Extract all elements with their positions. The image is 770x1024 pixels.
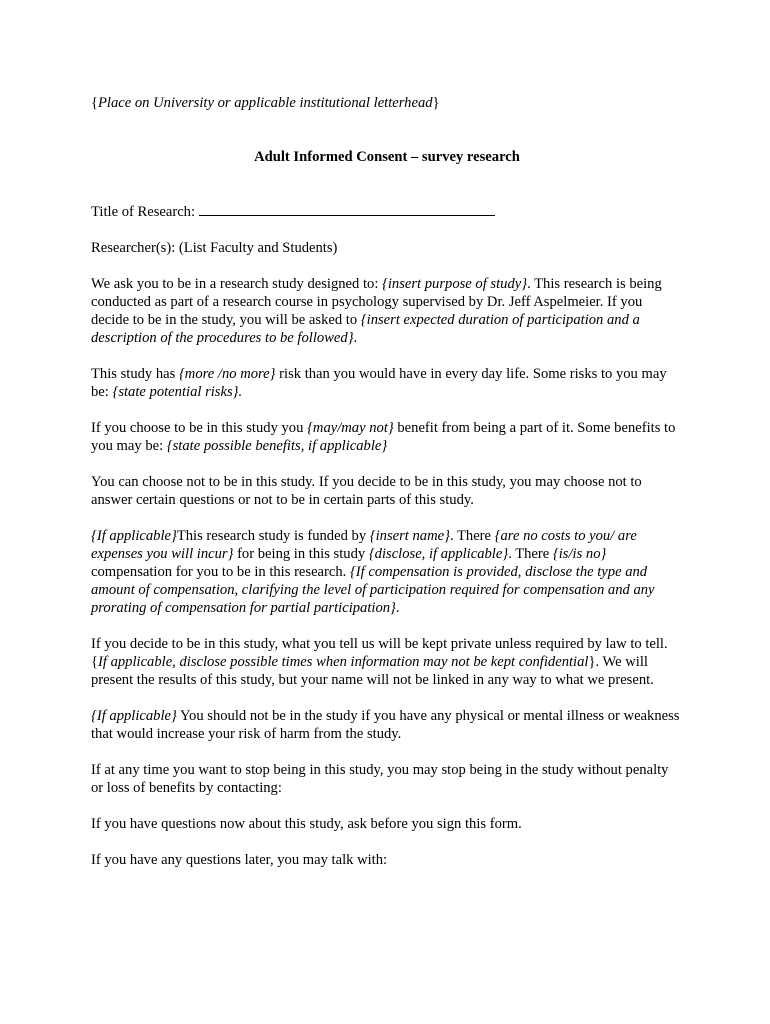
text-segment: You should not be in the study if you have any physical or mental illness or weakness that would increase your risk of harm from the study.	[91, 708, 680, 742]
placeholder-if-applicable: {If applicable}	[91, 708, 177, 724]
title-of-research-field	[91, 201, 683, 221]
text-segment: . There	[449, 528, 495, 544]
questions-later-paragraph: If you have any questions later, you may talk with:	[91, 852, 388, 868]
exclusion-paragraph	[91, 707, 683, 743]
text-segment: .	[353, 330, 358, 346]
placeholder-disclose: {disclose, if applicable}	[368, 546, 509, 562]
text-segment: This study has	[91, 366, 179, 382]
confidentiality-paragraph	[91, 635, 683, 689]
title-of-research-blank	[199, 201, 495, 216]
funding-paragraph	[91, 527, 683, 617]
letterhead-text: Place on University or applicable institutional letterhead	[98, 95, 433, 111]
benefits-paragraph	[91, 419, 683, 455]
placeholder-risk-level: {more /no more}	[178, 366, 276, 382]
placeholder-compensation-details: {If compensation is provided, disclose the type and amount of compensation, clarifying the level of participation required for compensation and any prorating of compensation for partial participation}	[91, 564, 655, 616]
risk-paragraph	[91, 365, 683, 401]
text-segment: for being in this study	[233, 546, 369, 562]
letterhead-brace-open: {	[91, 95, 99, 111]
text-segment: benefit from being a part of it. Some benefits to you may be:	[91, 420, 676, 454]
placeholder-compensation-yn: {is/is no}	[552, 546, 607, 562]
text-segment: If you decide to be in this study, what you tell us will be kept private unless required by law to tell. {	[91, 636, 668, 670]
letterhead-brace-close: }	[432, 95, 440, 111]
text-segment: . This research is being conducted as part of a research course in psychology supervised by Dr. Jeff Aspelmeier. If you decide to be in the study, you will be asked to	[91, 276, 662, 328]
placeholder-funder: {insert name}	[369, 528, 450, 544]
placeholder-purpose: {insert purpose of study}	[382, 276, 528, 292]
text-segment: This research study is funded by	[176, 528, 370, 544]
placeholder-if-applicable: {If applicable}	[91, 528, 177, 544]
text-segment: }. We will present the results of this study, but your name will not be linked in any way to what we present.	[91, 654, 654, 688]
voluntary-paragraph: You can choose not to be in this study. If you decide to be in this study, you may choose not to answer certain questions or not to be in certain parts of this study.	[91, 474, 642, 508]
text-segment: compensation for you to be in this research.	[91, 564, 350, 580]
text-segment: We ask you to be in a research study designed to:	[91, 276, 383, 292]
questions-now-paragraph: If you have questions now about this study, ask before you sign this form.	[91, 816, 522, 832]
placeholder-confidentiality: If applicable, disclose possible times when information may not be kept confidential	[98, 654, 589, 670]
placeholder-duration: {insert expected duration of participation and a description of the procedures to be followed}	[91, 312, 640, 346]
consent-document	[91, 94, 683, 887]
title-of-research-label: Title of Research:	[91, 204, 196, 220]
withdrawal-paragraph: If at any time you want to stop being in this study, you may stop being in the study without penalty or loss of benefits by contacting:	[91, 762, 669, 796]
text-segment: risk than you would have in every day life. Some risks to you may be:	[91, 366, 667, 400]
text-segment: .	[395, 600, 400, 616]
text-segment: If you choose to be in this study you	[91, 420, 308, 436]
placeholder-may-benefit: {may/may not}	[307, 420, 394, 436]
placeholder-risks: {state potential risks}.	[112, 384, 243, 400]
text-segment: . There	[508, 546, 553, 562]
researchers-line: Researcher(s): (List Faculty and Students)	[91, 240, 338, 256]
letterhead-instruction	[91, 94, 683, 112]
purpose-paragraph	[91, 275, 683, 347]
placeholder-benefits: {state possible benefits, if applicable}	[166, 438, 388, 454]
document-title: Adult Informed Consent – survey research	[254, 149, 520, 165]
placeholder-costs: {are no costs to you/ are expenses you will incur}	[91, 528, 637, 562]
